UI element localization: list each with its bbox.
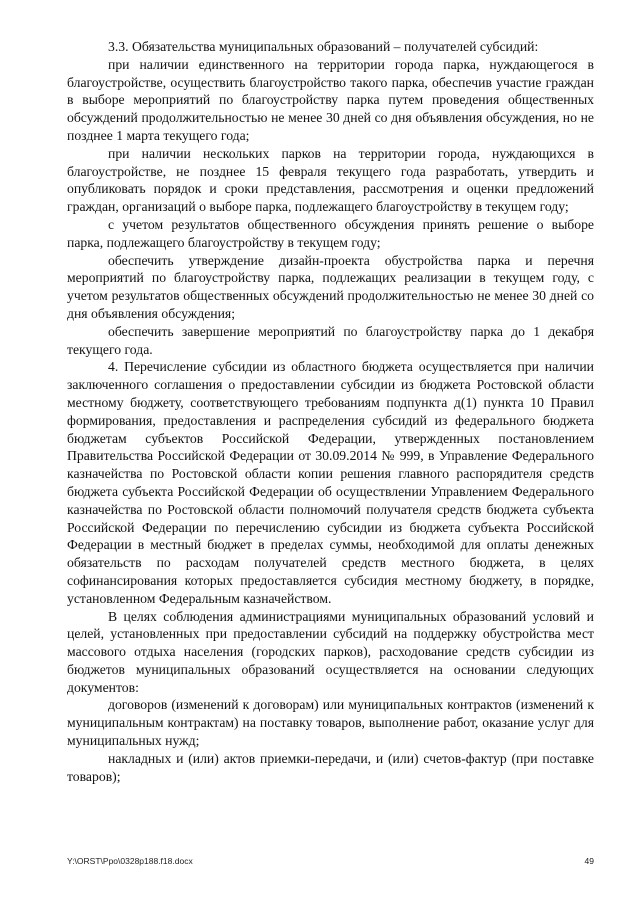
page-number: 49 [584,856,594,866]
paragraph: при наличии единственного на территории города парка, нуждающегося в благоустройстве, осуществить благоустройство такого парка, обеспечив участие граждан в выборе мероприятий по благоустройству парка путем проведения общественных обсуждений продолжительностью не менее 30 дней со дня объявления обсуждения, но не позднее 1 марта текущего года; [67,56,594,143]
paragraph: при наличии нескольких парков на территории города, нуждающихся в благоустройстве, не позднее 15 февраля текущего года разработать, утвердить и опубликовать порядок и сроки представления, рассмотрения и оценки предложений граждан, организаций о выборе парка, подлежащего благоустройству в текущем году; [67,145,594,215]
document-body [67,38,594,785]
section-heading-3-3: 3.3. Обязательства муниципальных образований – получателей субсидий: [108,39,539,54]
paragraph: договоров (изменений к договорам) или муниципальных контрактов (изменений к муниципальным контрактам) на поставку товаров, выполнение работ, оказание услуг для муниципальных нужд; [67,697,594,749]
footer-file-path: Y:\ORST\Ppo\0328p188.f18.docx [67,856,193,866]
paragraph: обеспечить завершение мероприятий по благоустройству парка до 1 декабря текущего года. [67,323,594,357]
paragraph: обеспечить утверждение дизайн-проекта обустройства парка и перечня мероприятий по благоустройству парка, подлежащих реализации в текущем году, с учетом результатов общественных обсуждений продолжительностью не менее 30 дней со дня объявления обсуждения; [67,252,594,321]
paragraph: с учетом результатов общественного обсуждения принять решение о выборе парка, подлежащего благоустройству в текущем году; [67,216,594,250]
paragraph: накладных и (или) актов приемки-передачи, и (или) счетов-фактур (при поставке товаров); [67,750,594,784]
paragraph: В целях соблюдения администрациями муниципальных образований условий и целей, установленных при предоставлении субсидий на поддержку обустройства мест массового отдыха населения (городских парков), расходование средств субсидии из бюджетов муниципальных образований осуществляется на основании следующих документов: [67,608,594,695]
section-4-paragraph: 4. Перечисление субсидии из областного бюджета осуществляется при наличии заключенного соглашения о предоставлении субсидии из бюджета Ростовской области местному бюджету, соответствующего требованиям подпункта д(1) пункта 10 Правил формирования, предоставления и распределения субсидий из федерального бюджета бюджетам субъектов Российской Федерации, утвержденных постановлением Правительства Российской Федерации от 30.09.2014 № 999, в Управление Федерального казначейства по Ростовской области копии решения главного распорядителя средств бюджета субъекта Российской Федерации об осуществлении Управлением Федерального казначейства по Ростовской области полномочий получателя средств бюджета субъекта Российской Федерации по перечислению субсидии из бюджета субъекта Российской Федерации в местный бюджет в пределах суммы, необходимой для оплаты денежных обязательств по расходам получателей средств местного бюджета, в целях софинансирования которых предоставляется субсидия местному бюджету, в порядке, установленном Федеральным казначейством. [67,359,594,606]
